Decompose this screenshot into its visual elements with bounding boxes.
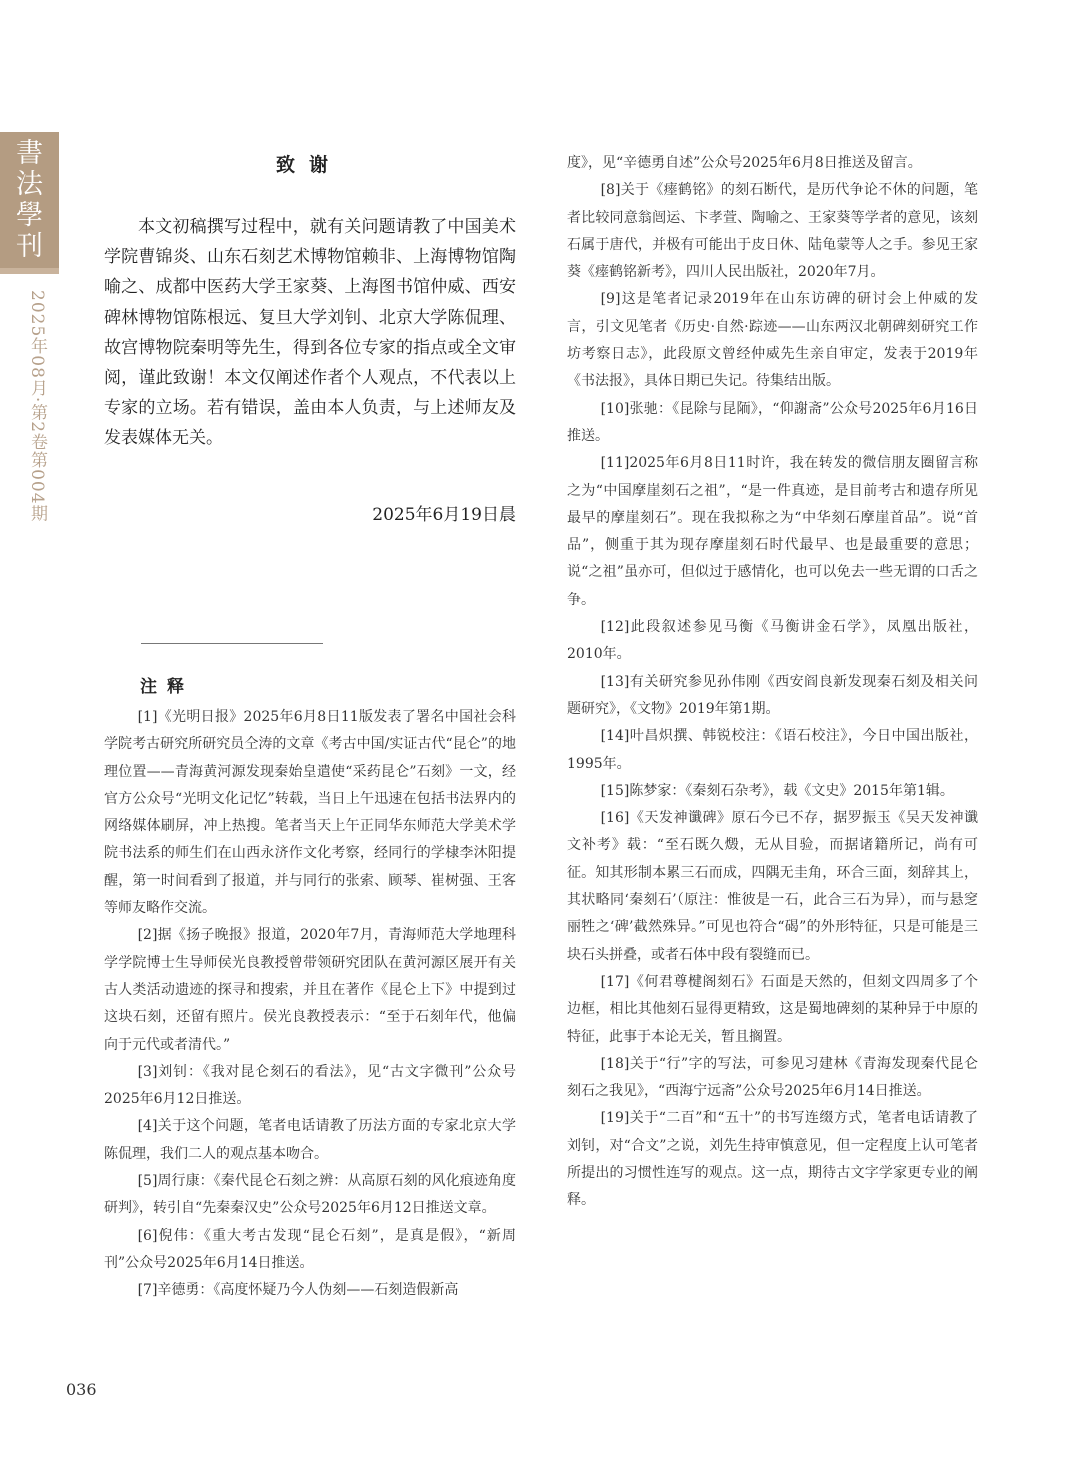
note-18: [18]关于“行”字的写法，可参见习建林《青海发现秦代昆仑刻石之我见》，“西海宁远斋”公众号2025年6月14日推送。 (567, 1055, 978, 1100)
note-8: [8]关于《瘗鹤铭》的刻石断代，是历代争论不休的问题，笔者比较同意翁闿运、卞孝萱、陶喻之、王家葵等学者的意见，该刻石属于唐代，并极有可能出于皮日休、陆龟蒙等人之手。参见王家葵《瘗鹤铭新考》，四川人民出版社，2020年7月。 (567, 182, 978, 281)
notes-column-right (567, 150, 978, 1215)
note-10: [10]张驰：《昆除与昆陑》，“仰謝斋”公众号2025年6月16日推送。 (567, 400, 978, 444)
note-13: [13]有关研究参见孙伟刚《西安阎良新发现秦石刻及相关问题研究》，《文物》2019年第1期。 (567, 673, 978, 717)
note-14: [14]叶昌炽撰、韩锐校注：《语石校注》，今日中国出版社，1995年。 (567, 728, 978, 772)
note-11: [11]2025年6月8日11时许，我在转发的微信朋友圈留言称之为“中国摩崖刻石之祖”，“是一件真迹，是目前考古和遗存所见最早的摩崖刻石”。现在我拟称之为“中华刻石摩崖首品”。说“首品”，侧重于其为现存摩崖刻石时代最早、也是最重要的意思；说“之祖”虽亦可，但似过于感情化，也可以免去一些无谓的口舌之争。 (567, 455, 978, 608)
journal-logo (0, 132, 59, 268)
logo-char: 法 (16, 169, 43, 200)
logo-char: 書 (16, 138, 43, 169)
note-4: [4]关于这个问题，笔者电话请教了历法方面的专家北京大学陈侃理，我们二人的观点基本吻合。 (104, 1118, 516, 1162)
note-19: [19]关于“二百”和“五十”的书写连缀方式，笔者电话请教了刘钊，对“合文”之说，刘先生持审慎意见，但一定程度上认可笔者所提出的习惯性连写的观点。这一点，期待古文字学家更专业的阐释。 (567, 1110, 978, 1209)
note-9: [9]这是笔者记录2019年在山东访碑的研讨会上仲威的发言，引文见笔者《历史·自然·踪迹——山东两汉北朝碑刻研究工作坊考察日志》，此段原文曾经仲威先生亲自审定，发表于2019年《书法报》，具体日期已失记。待集结出版。 (567, 291, 978, 390)
notes-title: 注释 (140, 677, 194, 697)
logo-char: 刊 (16, 231, 43, 262)
notes-divider (141, 643, 323, 644)
note-17: [17]《何君尊楗阁刻石》石面是天然的，但刻文四周多了个边框，相比其他刻石显得更精致，这是蜀地碑刻的某种异于中原的特征，此事于本论无关，暂且搁置。 (567, 973, 978, 1045)
note-16: [16]《天发神谶碑》原石今已不存，据罗振玉《吴天发神谶文补考》载：“至石既久燬，无从目验，而据诸籍所记，尚有可征。知其形制本累三石而成，四隅无圭角，环合三面，刻辞其上，其状略同‘秦刻石’（原注：惟彼是一石，此合三石为异），而与悬窆丽牲之‘碑’截然殊异。”可见也符合“碣”的外形特征，只是可能是三块石头拼叠，或者石体中段有裂缝而已。 (567, 810, 978, 963)
note-3: [3]刘钊：《我对昆仑刻石的看法》，见“古文字微刊”公众号2025年6月12日推送。 (104, 1063, 516, 1108)
acknowledgement-title: 致谢 (275, 154, 342, 176)
note-7: [7]辛德勇：《高度怀疑乃今人伪刻——石刻造假新高 (137, 1282, 459, 1299)
note-6: [6]倪伟：《重大考古发现“昆仑石刻”，是真是假》，“新周刊”公众号2025年6月14日推送。 (104, 1227, 516, 1271)
logo-char: 學 (16, 200, 43, 231)
note-5: [5]周行康：《秦代昆仑石刻之辨：从高原石刻的风化痕迹角度研判》，转引自“先秦秦汉史”公众号2025年6月12日推送文章。 (104, 1173, 516, 1217)
acknowledgement-date: 2025年6月19日晨 (372, 505, 516, 525)
note-15: [15]陈梦家：《秦刻石杂考》，载《文史》2015年第1辑。 (600, 782, 954, 799)
notes-column-left (104, 704, 516, 1305)
note-7-continued: 度》，见“辛德勇自述”公众号2025年6月8日推送及留言。 (567, 155, 922, 171)
note-12: [12]此段叙述参见马衡《马衡讲金石学》，凤凰出版社，2010年。 (567, 619, 978, 663)
logo-accent-bar (0, 268, 59, 274)
page-number: 036 (66, 1380, 97, 1399)
note-1: [1]《光明日报》2025年6月8日11版发表了署名中国社会科学院考古研究所研究员仝涛的文章《考古中国/实证古代“昆仑”的地理位置——青海黄河源发现秦始皇遣使“采药昆仑”石刻》一文，经官方公众号“光明文化记忆”转载，当日上午迅速在包括书法界内的网络媒体刷屏，冲上热搜。笔者当天上午正同华东师范大学美术学院书法系的师生们在山西永济作文化考察，经同行的学棣李沐阳提醒，第一时间看到了报道，并与同行的张索、顾琴、崔树强、王客等师友略作交流。 (104, 709, 516, 917)
note-2: [2]据《扬子晚报》报道，2020年7月，青海师范大学地理科学学院博士生导师侯光良教授曾带领研究团队在黄河源区展开有关古人类活动遗迹的探寻和搜索，并且在著作《昆仑上下》中提到过这块石刻，还留有照片。侯光良教授表示：“至于石刻年代，他偏向于元代或者清代。” (104, 927, 516, 1053)
acknowledgement-body: 本文初稿撰写过程中，就有关问题请教了中国美术学院曹锦炎、山东石刻艺术博物馆赖非、上海博物馆陶喻之、成都中医药大学王家葵、上海图书馆仲威、西安碑林博物馆陈根远、复旦大学刘钊、北京大学陈侃理、故宫博物院秦明等先生，得到各位专家的指点或全文审阅，谨此致谢！本文仅阐述作者个人观点，不代表以上专家的立场。若有错误，盖由本人负责，与上述师友及发表媒体无关。 (104, 217, 516, 449)
issue-date: 2025年08月·第2卷第004期 (27, 290, 47, 523)
